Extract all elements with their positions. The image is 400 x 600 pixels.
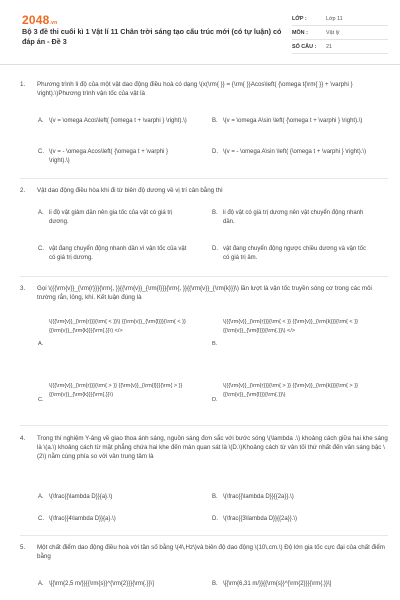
site-logo[interactable]: 2048.vn [22, 13, 58, 27]
meta-row-count: SỐ CÂU : 21 [292, 40, 388, 54]
question-text: Trong thí nghiệm Y-âng về giao thoa ánh sáng, nguồn sáng đơn sắc với bước sóng \(\lambda .\) khoảng cách giữa hai khe sáng là \(a.\) khoảng cách từ mặt phẳng chứa hai khe đến màn quan sát là \(D.\)Khoảng cách từ vân tối thứ nhất đến vân sáng bậc \(2\) nằm cùng phía so với vân trung tâm là [37, 435, 388, 460]
question-2: 2. Vật dao động điều hòa khi đi từ biên độ dương về vị trí cân bằng thì [20, 186, 388, 195]
divider [20, 178, 388, 179]
document-meta [292, 12, 388, 54]
question-1: 1. Phương trình li độ của một vật dao động điều hoà có dạng \(x(\rm{ }} = {\rm{ }}Acos\left( {\omega t{\rm{ }} + \varphi } \right).\)Phương trình vận tốc của vật là [20, 80, 388, 98]
meta-row-class: LỚP : Lớp 11 [292, 12, 388, 26]
question-text: Vật dao động điều hòa khi đi từ biên độ dương về vị trí cân bằng thì [37, 187, 223, 194]
divider [20, 535, 388, 536]
question-4: 4. Trong thí nghiệm Y-âng về giao thoa ánh sáng, nguồn sáng đơn sắc với bước sóng \(\lambda .\) khoảng cách giữa hai khe sáng là \(a.\) khoảng cách từ mặt phẳng chứa hai khe đến màn quan sát là \(D.\)Khoảng cách từ vân tối thứ nhất đến vân sáng bậc \(2\) nằm cùng phía so với vân trung tâm là [20, 435, 388, 460]
question-3: 3. Gọi \({{\rm{v}}_{\rm{r}}}{\rm{, }}{{\rm{v}}_{\rm{l}}}{\rm{, }}{{\rm{v}}_{\rm{k}}}\) lần lượt là vận tốc truyền sóng cơ trong các môi trường rắn, lỏng, khí. Kết luận đúng là [20, 284, 388, 302]
question-5: 5. Một chất điểm dao động điều hoà với tần số bằng \(4\,Hz\)và biên độ dao động \(10\,cm.\) Độ lớn gia tốc cực đại của chất điểm bằng [20, 543, 388, 561]
question-text: Gọi \({{\rm{v}}_{\rm{r}}}{\rm{, }}{{\rm{v}}_{\rm{l}}}{\rm{, }}{{\rm{v}}_{\rm{k}}}\) lần lượt là vận tốc truyền sóng cơ trong các môi trường rắn, lỏng, khí. Kết luận đúng là [37, 285, 372, 301]
question-text: Một chất điểm dao động điều hoà với tần số bằng \(4\,Hz\)và biên độ dao động \(10\,cm.\) Độ lớn gia tốc cực đại của chất điểm bằng [37, 544, 385, 560]
meta-row-subject: MÔN : Vật lý [292, 26, 388, 40]
document-header [0, 0, 400, 65]
divider [20, 276, 388, 277]
question-text: Phương trình li độ của một vật dao động điều hoà có dạng \(x(\rm{ }} = {\rm{ }}Acos\left( {\omega t{\rm{ }} + \varphi } \right).\)Phương trình vận tốc của vật là [37, 81, 353, 97]
document-title: Bộ 3 đề thi cuối kì 1 Vật lí 11 Chân trời sáng tạo cấu trúc mới (có tự luận) có đáp án - Đề 3 [22, 27, 282, 46]
divider [20, 425, 388, 426]
exam-page: 2048.vn Bộ 3 đề thi cuối kì 1 Vật lí 11 Chân trời sáng tạo cấu trúc mới (có tự luận) có đáp án - Đề 3 LỚP : Lớp 11 MÔN : Vật lý SỐ CÂU : 21 1. Phương trình li độ của một vật dao động điều hoà có dạng \(x(\rm{ }} = {\rm{ }}Acos\left( {\omega t{\rm{ }} + \varphi } \right).\)Phương trình vận tốc của vật là A. \(v = \omega Acos\left( {\omega t + \varphi } \right).\) B. \(v = \omega A\sin \left( {\omega t + \varphi } \right).\) C. \(v = - \omega Acos\left( {\omega t + \varphi } \right).\) D. \(v = - \omega A\sin \left( {\omega t + \varphi } \right).\) 2. Vật dao động điều hòa khi đi từ biên độ dương về vị trí cân bằng thì A. li độ vật giảm dần nên gia tốc của vật có giá trị dương. B. li độ vật có giá trị dương nên vật chuyển động nhanh dần. C. vật đang chuyển động nhanh dần vì vận tốc của vật có giá trị dương. D. vật đang chuyển động ngược chiều dương và vận tốc có giá trị âm. 3. Gọi \({{\rm{v}}_{\rm{r}}}{\rm{, }}{{\rm{v}}_{\rm{l}}}{\rm{, }}{{\rm{v}}_{\rm{k}}}\) lần lượt là vận tốc truyền sóng cơ trong các môi trường rắn, lỏng, khí. Kết luận đúng là A. \({{\rm{v}}_{\rm{r}}}{\rm{ < }}\) {{\rm{v}}_{\rm{l}}}{\rm{ < }} {{\rm{v}}_{\rm{k}}}{\rm{.}}\) </> B. \({{\rm{v}}_{\rm{r}}}{\rm{ < }} {{\rm{v}}_{\rm{k}}}{\rm{ < }} {{\rm{v}}_{\rm{l}}}{\rm{.}}\) </> C. \({{\rm{v}}_{\rm{r}}}{\rm{ > }} {{\rm{v}}_{\rm{l}}}{\rm{ > }} {{\rm{v}}_{\rm{k}}}{\rm{.}}\) D. \({{\rm{v}}_{\rm{r}}}{\rm{ > }} {{\rm{v}}_{\rm{k}}}{\rm{ > }} {{\rm{v}}_{\rm{l}}}{\rm{.}}\) 4. Trong thí nghiệm Y-âng về giao thoa ánh sáng, nguồn sáng đơn sắc với bước sóng \(\lambda .\) khoảng cách giữa hai khe sáng là \(a.\) khoảng cách từ mặt phẳng chứa hai khe đến màn quan sát là \(D.\)Khoảng cách từ vân tối thứ nhất đến vân sáng bậc \(2\) nằm cùng phía so với vân trung tâm là A. \(\frac{{\lambda D}}{a}.\) B. \(\frac{{\lambda D}}{{2a}}.\) C. \(\frac{{4\lambda D}}{a}.\) D. \(\frac{{3\lambda D}}{{2a}}.\) 5. Một chất điểm dao động điều hoà với tần số bằng \(4\,Hz\)và biên độ dao động \(10\,cm.\) Độ lớn gia tốc cực đại của chất điểm bằng A. \[{\rm{2,5 m/}}{{\rm{s}}^{\rm{2}}}{\rm{.}}\] B. \[{\rm{6,31 m/}}{{\rm{s}}^{\rm{2}}}{\rm{.}}\] [0, 0, 400, 600]
